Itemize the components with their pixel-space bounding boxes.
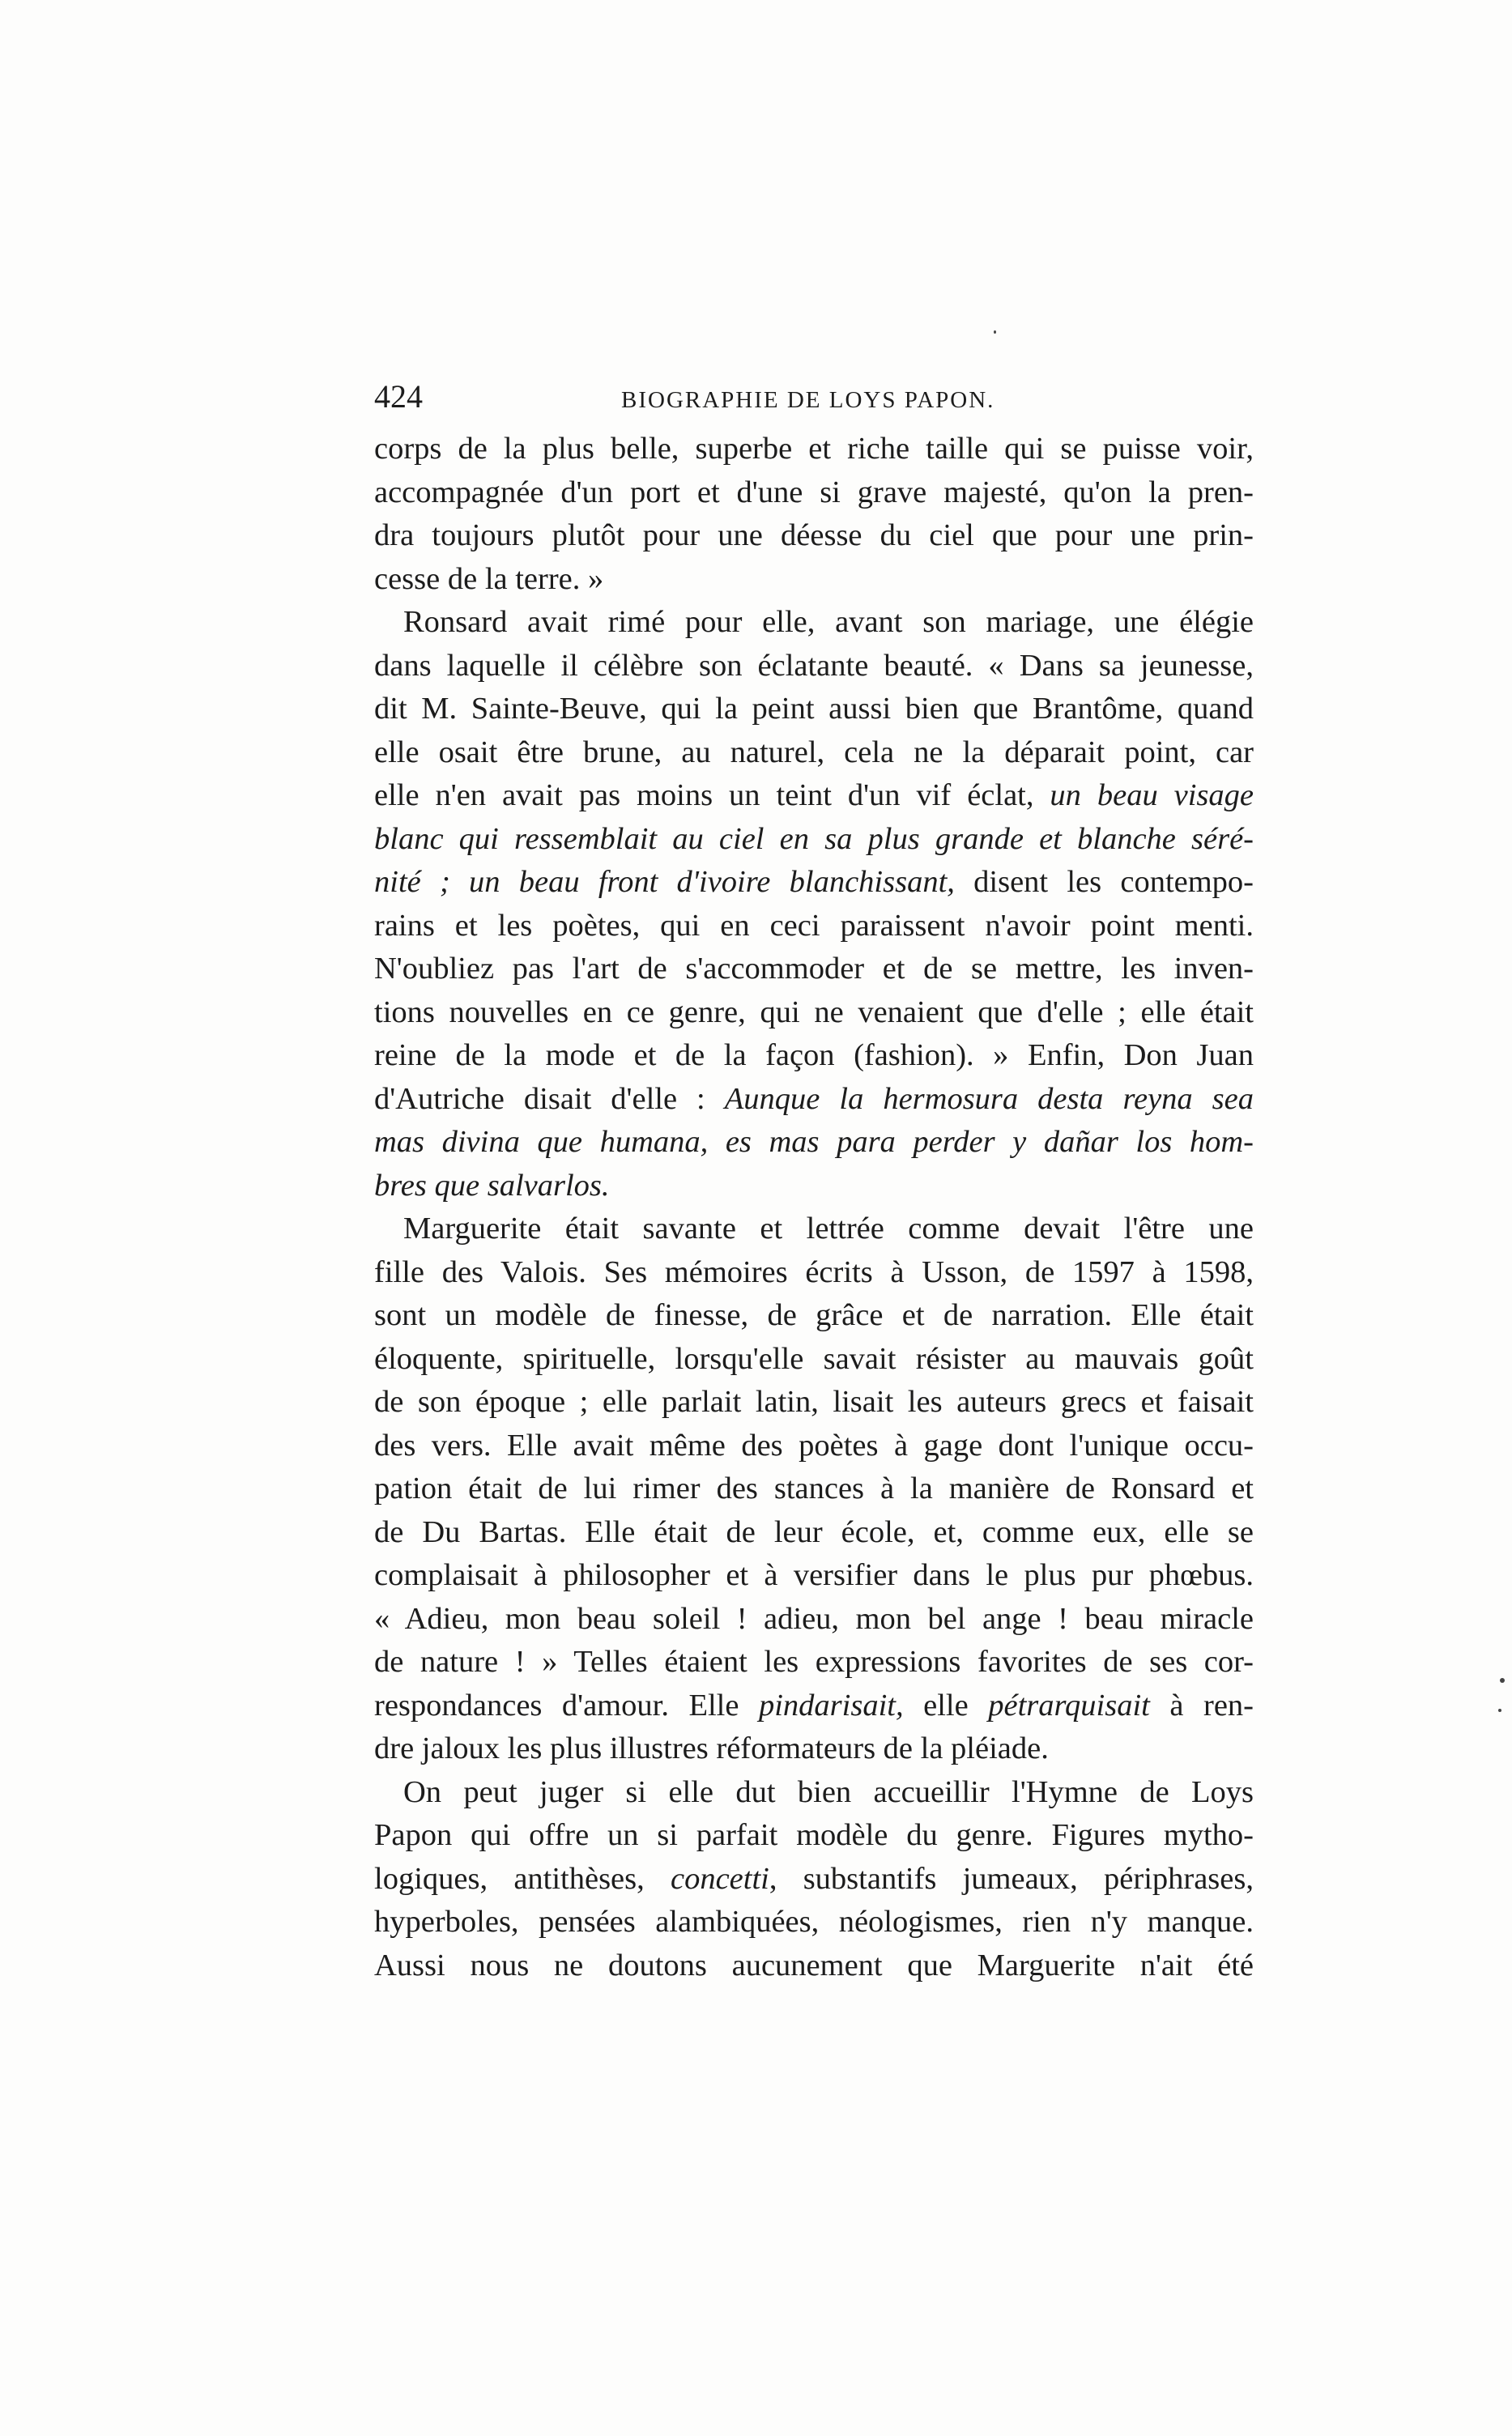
text-run: Marguerite était savante et lettrée comme devait l'être une [403, 1212, 1254, 1246]
page-number: 424 [374, 378, 423, 415]
text-line [374, 688, 1254, 731]
text-run: logiques, antithèses, [374, 1861, 671, 1896]
text-line [374, 1338, 1254, 1382]
text-run: dra toujours plutôt pour une déesse du ciel que pour une prin- [374, 518, 1254, 552]
text-line [374, 861, 1254, 905]
text-line [374, 905, 1254, 948]
text-line [374, 1598, 1254, 1642]
text-run: complaisait à philosopher et à versifier dans le plus pur phœbus. [374, 1558, 1254, 1592]
text-run: , substantifs jumeaux, périphrases, [769, 1861, 1254, 1896]
text-run: Aussi nous ne doutons aucunement que Marguerite n'ait été [374, 1948, 1254, 1982]
text-run: pation était de lui rimer des stances à la manière de Ronsard et [374, 1471, 1254, 1505]
text-line [374, 1165, 1254, 1208]
text-run: Papon qui offre un si parfait modèle du genre. Figures mytho- [374, 1818, 1254, 1852]
text-line [374, 1467, 1254, 1511]
text-run: disent les contempo- [954, 865, 1254, 899]
text-line [374, 601, 1254, 645]
text-run: de nature ! » Telles étaient les expressions favorites de ses cor- [374, 1645, 1254, 1679]
text-run: tions nouvelles en ce genre, qui ne venaient que d'elle ; elle était [374, 994, 1254, 1029]
text-line [374, 1121, 1254, 1165]
text-run: accompagnée d'un port et d'une si grave majesté, qu'on la pren- [374, 475, 1254, 509]
italic-text: pindarisait, [758, 1688, 904, 1723]
text-run: de son époque ; elle parlait latin, lisait les auteurs grecs et faisait [374, 1385, 1254, 1419]
text-run: à ren- [1149, 1688, 1254, 1723]
text-run: corps de la plus belle, superbe et riche taille qui se puisse voir, [374, 432, 1254, 466]
text-line [374, 558, 1254, 602]
text-run: elle [903, 1688, 989, 1723]
text-line [374, 1034, 1254, 1078]
text-line [374, 645, 1254, 688]
text-run: de Du Bartas. Elle était de leur école, et, comme eux, elle se [374, 1514, 1254, 1549]
text-run: N'oubliez pas l'art de s'accommoder et de se mettre, les inven- [374, 952, 1254, 986]
print-speck [1500, 1678, 1505, 1683]
text-line [374, 1425, 1254, 1468]
italic-text: Aunque la hermosura desta reyna sea [724, 1081, 1254, 1116]
text-line [374, 1207, 1254, 1251]
text-run: cesse de la terre. » [374, 561, 604, 596]
text-line [374, 1944, 1254, 1988]
text-run: fille des Valois. Ses mémoires écrits à Usson, de 1597 à 1598, [374, 1254, 1254, 1289]
text-line [374, 1381, 1254, 1425]
italic-text: mas divina que humana, es mas para perder y dañar los hom- [374, 1125, 1254, 1159]
text-run: d'Autriche disait d'elle : [374, 1081, 725, 1116]
text-run: Ronsard avait rimé pour elle, avant son mariage, une élégie [403, 605, 1254, 639]
text-run: dit M. Sainte-Beuve, qui la peint aussi bien que Brantôme, quand [374, 692, 1254, 726]
italic-text: un beau visage [1050, 778, 1254, 812]
text-run: On peut juger si elle dut bien accueillir l'Hymne de Loys [403, 1774, 1254, 1809]
italic-text: concetti [670, 1861, 769, 1896]
text-run: elle n'en avait pas moins un teint d'un vif éclat, [374, 778, 1050, 812]
text-run: des vers. Elle avait même des poètes à gage dont l'unique occu- [374, 1428, 1254, 1463]
running-title: BIOGRAPHIE DE LOYS PAPON. [621, 387, 995, 413]
text-run: elle osait être brune, au naturel, cela ne la déparait point, car [374, 735, 1254, 769]
page-header [374, 373, 1254, 421]
text-line [374, 1251, 1254, 1295]
text-line [374, 1684, 1254, 1728]
text-line [374, 1294, 1254, 1338]
text-line [374, 1814, 1254, 1858]
text-line [374, 514, 1254, 558]
text-line [374, 1641, 1254, 1684]
body-text [374, 428, 1254, 1987]
text-run: « Adieu, mon beau soleil ! adieu, mon bel ange ! beau miracle [374, 1601, 1254, 1636]
text-run: éloquente, spirituelle, lorsqu'elle savait résister au mauvais goût [374, 1341, 1254, 1376]
text-line [374, 991, 1254, 1035]
print-speck [994, 330, 996, 334]
text-line [374, 1727, 1254, 1771]
text-run: dre jaloux les plus illustres réformateurs de la pléiade. [374, 1731, 1049, 1765]
text-line [374, 1078, 1254, 1122]
text-run: rains et les poètes, qui en ceci paraissent n'avoir point menti. [374, 908, 1254, 943]
text-line [374, 1771, 1254, 1815]
italic-text: nité ; un beau front d'ivoire blanchissant, [374, 865, 955, 899]
text-line [374, 818, 1254, 862]
text-line [374, 1858, 1254, 1902]
text-run: respondances d'amour. Elle [374, 1688, 759, 1723]
text-line [374, 428, 1254, 471]
print-speck [1498, 1709, 1501, 1712]
italic-text: bres que salvarlos. [374, 1168, 610, 1203]
text-line [374, 1901, 1254, 1944]
text-line [374, 471, 1254, 515]
text-line [374, 1511, 1254, 1555]
text-line [374, 731, 1254, 775]
text-run: reine de la mode et de la façon (fashion). » Enfin, Don Juan [374, 1038, 1254, 1072]
text-line [374, 948, 1254, 991]
text-line [374, 1554, 1254, 1598]
italic-text: blanc qui ressemblait au ciel en sa plus grande et blanche séré- [374, 821, 1254, 856]
text-run: dans laquelle il célèbre son éclatante beauté. « Dans sa jeunesse, [374, 648, 1254, 683]
text-line [374, 774, 1254, 818]
italic-text: pétrarquisait [988, 1688, 1150, 1723]
text-run: hyperboles, pensées alambiquées, néologismes, rien n'y manque. [374, 1905, 1254, 1939]
text-run: sont un modèle de finesse, de grâce et de narration. Elle était [374, 1298, 1254, 1332]
